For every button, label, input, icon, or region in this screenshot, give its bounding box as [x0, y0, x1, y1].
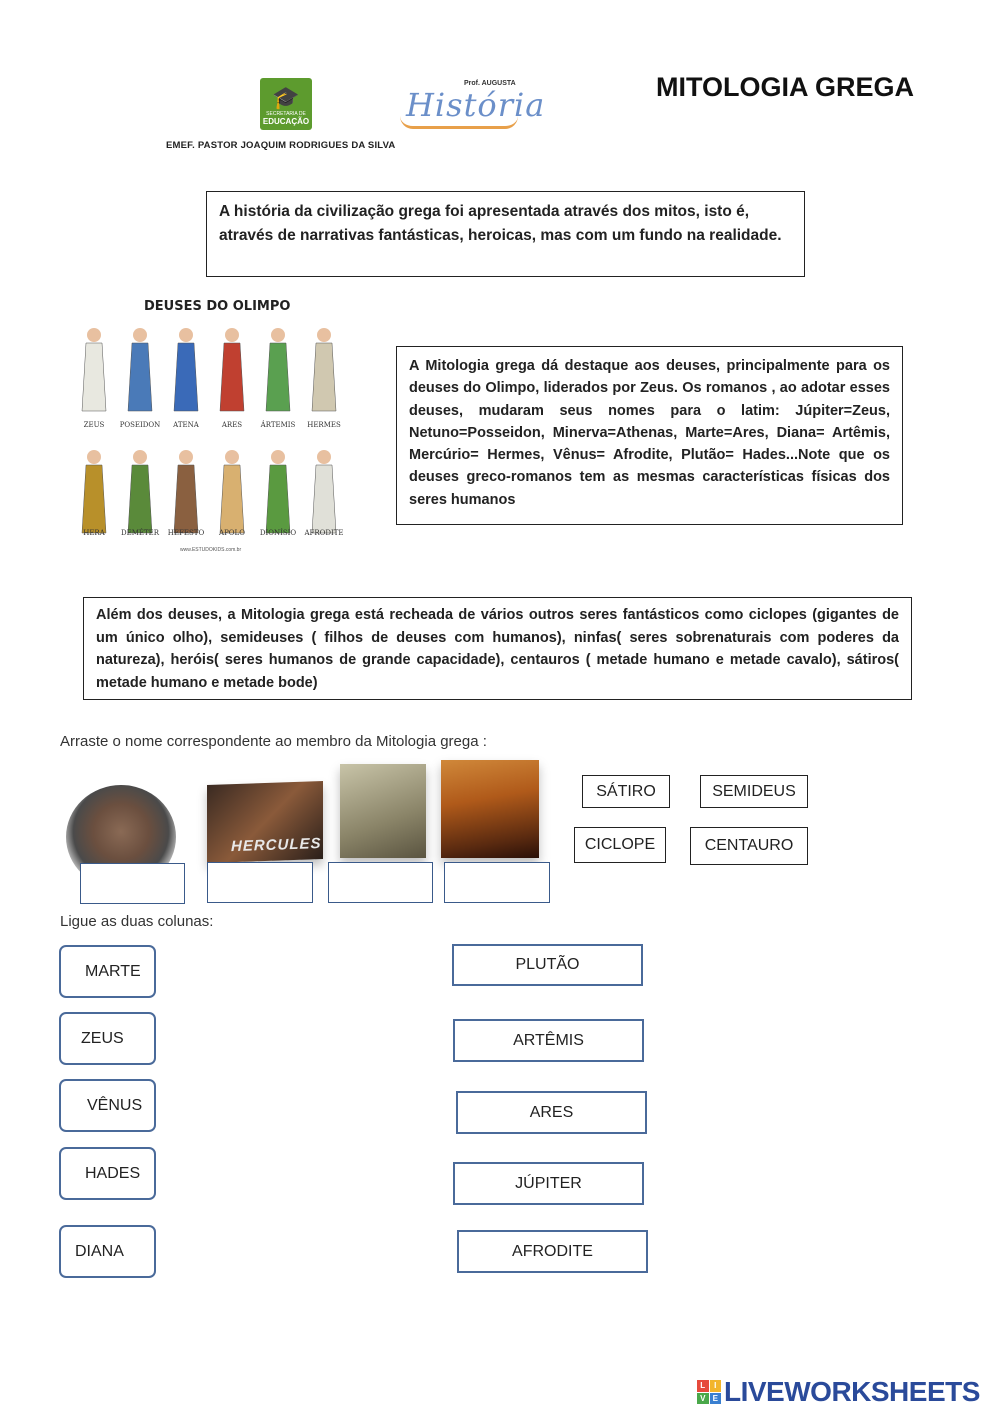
god-figure-body: [82, 465, 106, 533]
mark-letter: E: [710, 1393, 722, 1405]
god-name-label: ATENA: [173, 421, 199, 429]
drop-zone-2[interactable]: [207, 862, 313, 903]
god-figure-body: [174, 465, 198, 533]
liveworksheets-mark-icon: [697, 1380, 721, 1404]
satyr-image: [340, 764, 426, 858]
drop-zone-4[interactable]: [444, 862, 550, 903]
god-name-label: ARES: [221, 421, 243, 429]
mark-letter: V: [697, 1393, 709, 1405]
hercules-image-label: HERCULES: [231, 835, 322, 856]
image-credit: www.ESTUDOKIDS.com.br: [180, 547, 242, 553]
god-figure-head: [179, 328, 193, 342]
page-title: MITOLOGIA GREGA: [656, 72, 915, 102]
match-right-ares[interactable]: ARES: [456, 1091, 647, 1134]
god-name-label: HEFESTO: [167, 529, 205, 537]
logo-edu-text-1: SECRETARIA DE: [266, 111, 306, 117]
match-left-marte[interactable]: MARTE: [59, 945, 156, 998]
god-figure-head: [87, 328, 101, 342]
graduation-cap-icon: 🎓: [272, 85, 300, 110]
school-name: EMEF. PASTOR JOAQUIM RODRIGUES DA SILVA: [166, 140, 396, 151]
match-left-venus[interactable]: VÊNUS: [59, 1079, 156, 1132]
logo-hist-prof: Prof. AUGUSTA: [464, 80, 516, 87]
god-figure-head: [225, 450, 239, 464]
god-figure-body: [312, 465, 336, 533]
god-figure-body: [220, 343, 244, 411]
match-right-plutao[interactable]: PLUTÃO: [452, 944, 643, 986]
god-figure-head: [317, 328, 331, 342]
gods-text-box: A Mitologia grega dá destaque aos deuses, principalmente para os deuses do Olimpo, liderados por Zeus. Os romanos , ao adotar esses deuses, mudaram seus nomes para o latim: Júpiter=Zeus, Netuno=Posseidon, Minerva=Athenas, Marte=Ares, Diana= Artêmis, Mercúrio= Hermes, Vênus= Afrodite, Plutão= Hades...Note que os deuses greco-romanos tem as mesmas características físicas dos seres humanos: [396, 346, 903, 525]
match-left-zeus[interactable]: ZEUS: [59, 1012, 156, 1065]
gods-of-olympus-image: [68, 295, 348, 560]
drag-word-centauro[interactable]: CENTAURO: [690, 827, 808, 865]
logo-edu-text-2: EDUCAÇÃO: [262, 117, 310, 126]
drag-word-satiro[interactable]: SÁTIRO: [582, 775, 670, 808]
god-name-label: ÁRTEMIS: [260, 421, 296, 429]
god-name-label: AFRODITE: [304, 529, 344, 537]
match-right-artemis[interactable]: ARTÊMIS: [453, 1019, 644, 1062]
logo-hist-word: História: [406, 86, 546, 124]
god-name-label: ZEUS: [83, 421, 105, 429]
drop-zone-3[interactable]: [328, 862, 433, 903]
god-figure-head: [225, 328, 239, 342]
swoosh-decoration: [400, 116, 518, 129]
match-left-diana[interactable]: DIANA: [59, 1225, 156, 1278]
drag-instruction: Arraste o nome correspondente ao membro da Mitologia grega :: [60, 733, 487, 750]
mark-letter: I: [710, 1380, 722, 1392]
match-left-hades[interactable]: HADES: [59, 1147, 156, 1200]
god-figure-body: [82, 343, 106, 411]
hercules-image: [207, 781, 323, 863]
match-instruction: Ligue as duas colunas:: [60, 913, 214, 930]
god-figure-head: [133, 328, 147, 342]
god-name-label: DIONÍSIO: [259, 529, 297, 537]
intro-text-box: A história da civilização grega foi apresentada através dos mitos, isto é, através de narrativas fantásticas, heroicas, mas com um fundo na realidade.: [206, 191, 805, 277]
god-figure-body: [128, 465, 152, 533]
god-figure-body: [266, 343, 290, 411]
god-figure-head: [133, 450, 147, 464]
historia-logo: [398, 70, 546, 132]
education-logo: [260, 78, 312, 130]
god-name-label: HERA: [83, 529, 105, 537]
gods-image-title: DEUSES DO OLIMPO: [144, 299, 291, 314]
liveworksheets-logo[interactable]: [697, 1376, 980, 1408]
god-figure-head: [179, 450, 193, 464]
god-name-label: POSEIDON: [119, 421, 161, 429]
god-figure-body: [174, 343, 198, 411]
god-figure-head: [87, 450, 101, 464]
god-figure-body: [312, 343, 336, 411]
god-name-label: DEMÉTER: [120, 529, 160, 537]
mark-letter: L: [697, 1380, 709, 1392]
drop-zone-1[interactable]: [80, 863, 185, 904]
match-right-jupiter[interactable]: JÚPITER: [453, 1162, 644, 1205]
god-figure-head: [271, 328, 285, 342]
god-figure-body: [128, 343, 152, 411]
god-figure-head: [271, 450, 285, 464]
god-name-label: APOLO: [219, 529, 245, 537]
god-name-label: HERMES: [307, 421, 341, 429]
beings-text-box: Além dos deuses, a Mitologia grega está recheada de vários outros seres fantásticos como ciclopes (gigantes de um único olho), semideuses ( filhos de deuses com humanos), ninfas( seres sobrenaturais com poderes da natureza), heróis( seres humanos de grande capacidade), centauros ( metade humano e metade cavalo), sátiros( metade humano e metade bode): [83, 597, 912, 700]
drag-word-ciclope[interactable]: CICLOPE: [574, 827, 666, 863]
centaur-image: [441, 760, 539, 858]
god-figure-body: [266, 465, 290, 533]
liveworksheets-text: LIVEWORKSHEETS: [724, 1376, 980, 1407]
drag-word-semideus[interactable]: SEMIDEUS: [700, 775, 808, 808]
match-right-afrodite[interactable]: AFRODITE: [457, 1230, 648, 1273]
god-figure-head: [317, 450, 331, 464]
god-figure-body: [220, 465, 244, 533]
